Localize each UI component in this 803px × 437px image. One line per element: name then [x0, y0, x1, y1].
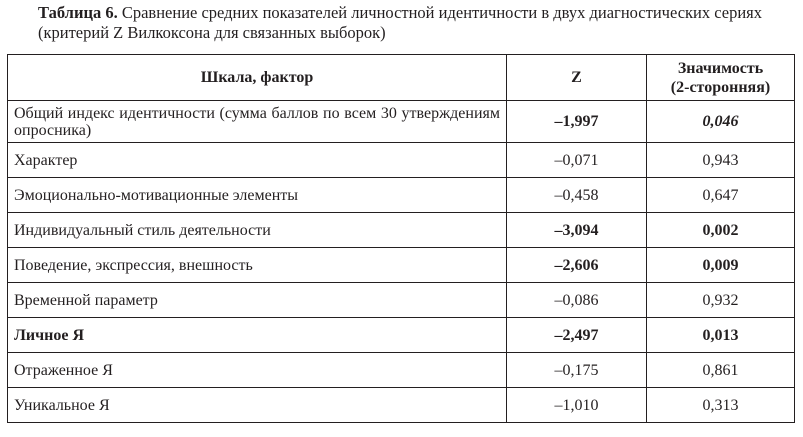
row-z: –0,458 — [507, 178, 647, 213]
table-row — [8, 101, 795, 143]
caption-label: Таблица 6. — [38, 3, 118, 22]
table-row — [8, 248, 795, 283]
row-name: Общий индекс идентичности (сумма баллов по всем 30 утверждениям опросника) — [8, 101, 507, 143]
row-name: Эмоционально-мотивационные элементы — [8, 178, 507, 213]
table-row — [8, 388, 795, 423]
table-row — [8, 353, 795, 388]
row-significance: 0,861 — [647, 353, 795, 388]
row-name: Отраженное Я — [8, 353, 507, 388]
row-name: Поведение, экспрессия, внешность — [8, 248, 507, 283]
row-name: Уникальное Я — [8, 388, 507, 423]
row-z: –3,094 — [507, 213, 647, 248]
row-significance: 0,002 — [647, 213, 795, 248]
table-header-row — [8, 55, 795, 101]
table-row — [8, 283, 795, 318]
row-name: Временной параметр — [8, 283, 507, 318]
header-scale: Шкала, фактор — [8, 55, 507, 101]
row-z: –2,606 — [507, 248, 647, 283]
caption-text: Сравнение средних показателей личностной идентичности в двух диагностических сериях (критерий Z Вилкоксона для связанных выборок) — [38, 3, 763, 42]
row-z: –1,997 — [507, 101, 647, 143]
row-name: Личное Я — [8, 318, 507, 353]
header-significance-line2: (2-сторонняя) — [670, 78, 771, 96]
table-caption — [38, 3, 778, 43]
row-z: –0,175 — [507, 353, 647, 388]
row-significance: 0,046 — [647, 101, 795, 143]
row-name: Индивидуальный стиль деятельности — [8, 213, 507, 248]
row-z: –2,497 — [507, 318, 647, 353]
row-name: Характер — [8, 143, 507, 178]
comparison-table — [7, 54, 795, 423]
row-significance: 0,932 — [647, 283, 795, 318]
row-significance: 0,647 — [647, 178, 795, 213]
row-significance: 0,013 — [647, 318, 795, 353]
header-significance — [647, 55, 795, 101]
row-z: –0,086 — [507, 283, 647, 318]
row-z: –1,010 — [507, 388, 647, 423]
table-row — [8, 143, 795, 178]
header-significance-line1: Значимость — [677, 59, 764, 77]
row-z: –0,071 — [507, 143, 647, 178]
table-row — [8, 213, 795, 248]
row-significance: 0,943 — [647, 143, 795, 178]
row-significance: 0,313 — [647, 388, 795, 423]
table-row — [8, 318, 795, 353]
table-row — [8, 178, 795, 213]
row-significance: 0,009 — [647, 248, 795, 283]
header-z: Z — [507, 55, 647, 101]
